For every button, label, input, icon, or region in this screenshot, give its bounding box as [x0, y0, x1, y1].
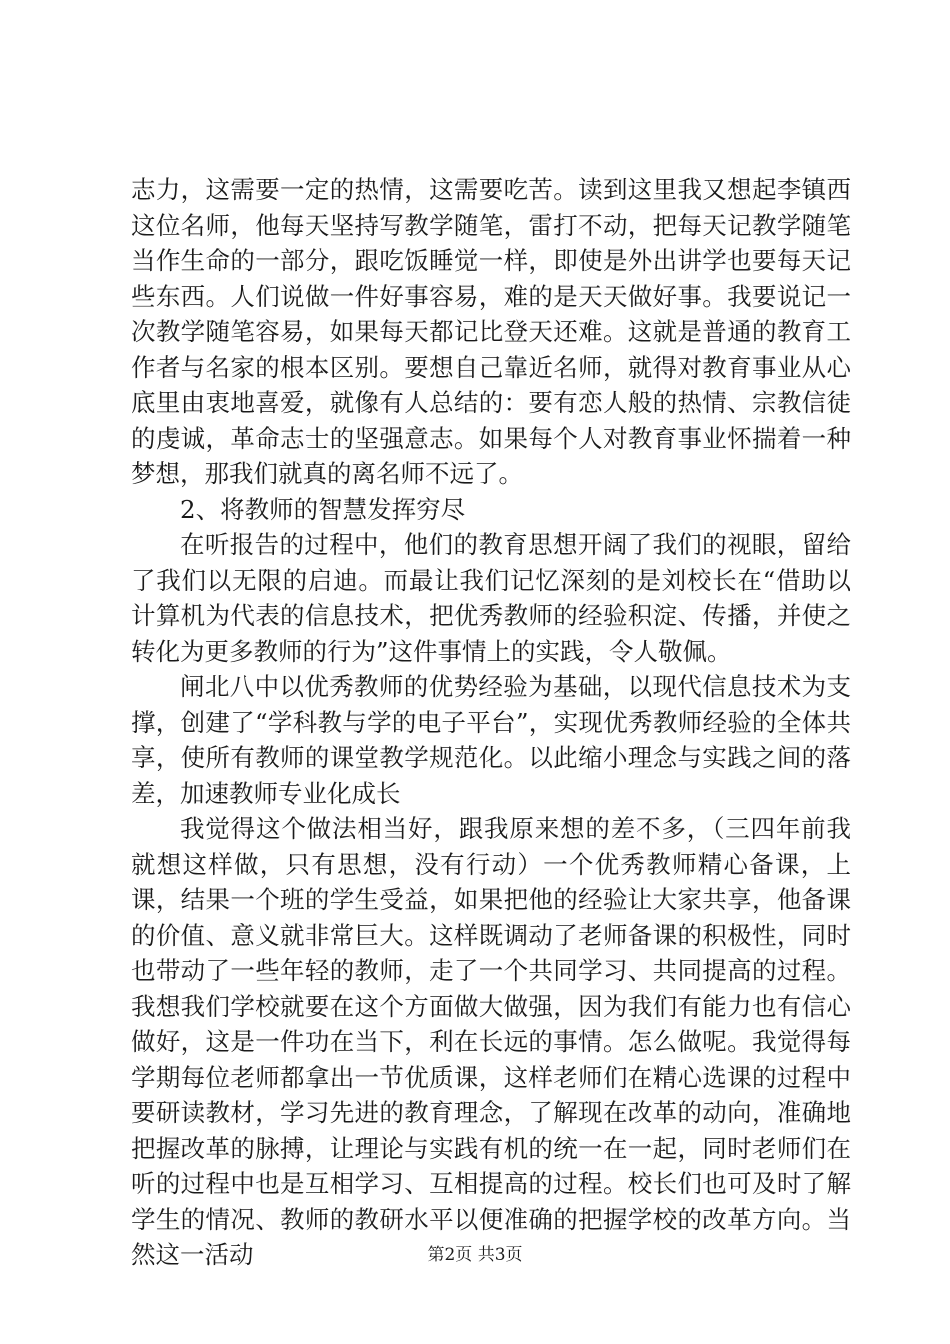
document-body	[131, 172, 851, 1273]
section-heading: 2、将教师的智慧发挥穷尽	[180, 494, 466, 524]
paragraph-opinion: 我觉得这个做法相当好，跟我原来想的差不多，（三四年前我就想这样做，只有思想，没有行动）一个优秀教师精心备课，上课，结果一个班的学生受益，如果把他的经验让大家共享，他备课的价值、意义就非常巨大。这样既调动了老师备课的积极性，同时也带动了一些年轻的教师，走了一个共同学习、共同提高的过程。我想我们学校就要在这个方面做大做强，因为我们有能力也有信心做好，这是一件功在当下，利在长远的事情。怎么做呢。我觉得每学期每位老师都拿出一节优质课，这样老师们在精心选课的过程中要研读教材，学习先进的教育理念，了解现在改革的动向，准确地把握改革的脉搏，让理论与实践有机的统一在一起，同时老师们在听的过程中也是互相学习、互相提高的过程。校长们也可及时了解学生的情况、教师的教研水平以便准确的把握学校的改革方向。当然这一活动	[131, 814, 851, 1269]
page-footer: 第2页 共3页	[427, 1245, 523, 1265]
paragraph-zhabei: 闸北八中以优秀教师的优势经验为基础，以现代信息技术为支撑，创建了“学科教与学的电子平台”，实现优秀教师经验的全体共享，使所有教师的课堂教学规范化。以此缩小理念与实践之间的落差，加速教师专业化成长	[131, 672, 851, 808]
paragraph-report: 在听报告的过程中，他们的教育思想开阔了我们的视眼，留给了我们以无限的启迪。而最让我们记忆深刻的是刘校长在“借助以计算机为代表的信息技术，把优秀教师的经验积淀、传播，并使之转化为更多教师的行为”这件事情上的实践，令人敬佩。	[131, 530, 851, 666]
paragraph-continuation: 志力，这需要一定的热情，这需要吃苦。读到这里我又想起李镇西这位名师，他每天坚持写教学随笔，雷打不动，把每天记教学随笔当作生命的一部分，跟吃饭睡觉一样，即使是外出讲学也要每天记些东西。人们说做一件好事容易，难的是天天做好事。我要说记一次教学随笔容易，如果每天都记比登天还难。这就是普通的教育工作者与名家的根本区别。要想自己靠近名师，就得对教育事业从心底里由衷地喜爱，就像有人总结的：要有恋人般的热情、宗教信徒的虔诚，革命志士的坚强意志。如果每个人对教育事业怀揣着一种梦想，那我们就真的离名师不远了。	[131, 175, 851, 488]
